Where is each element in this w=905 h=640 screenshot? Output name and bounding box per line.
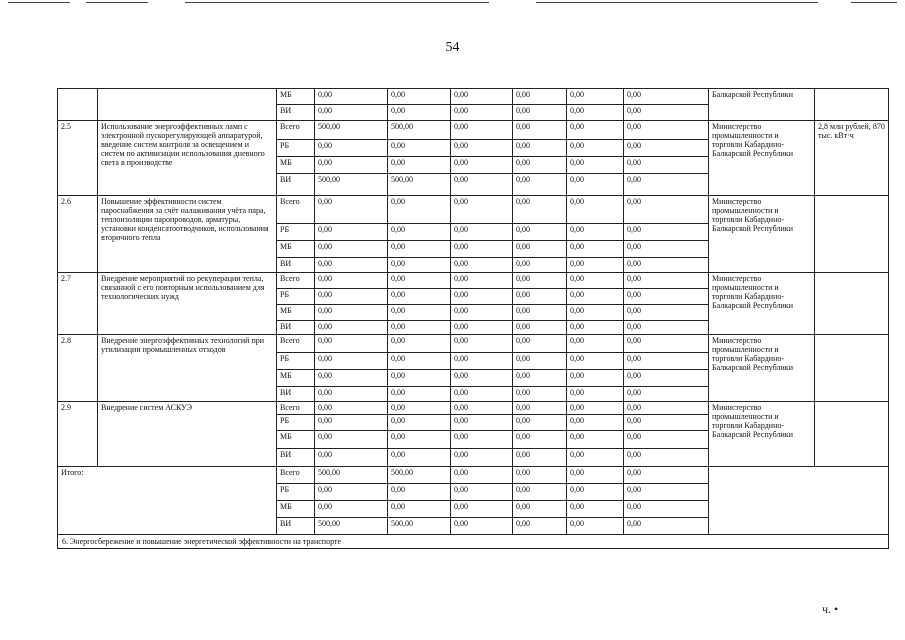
amount-cell: 0,00 — [315, 157, 388, 174]
top-rule-far-right — [851, 2, 897, 3]
amount-cell: 0,00 — [567, 196, 624, 224]
amount-cell: 0,00 — [451, 370, 513, 387]
amount-cell: 0,00 — [388, 431, 451, 449]
amount-cell: 0,00 — [315, 335, 388, 353]
amount-cell: 0,00 — [388, 89, 451, 105]
table-row — [58, 467, 889, 484]
amount-cell: 0,00 — [388, 484, 451, 501]
amount-cell: 0,00 — [513, 89, 567, 105]
amount-cell: 0,00 — [624, 415, 709, 431]
amount-cell: 0,00 — [567, 467, 624, 484]
effect-cell — [815, 335, 889, 402]
item-number: 2.7 — [58, 273, 98, 335]
amount-cell: 0,00 — [567, 518, 624, 535]
amount-cell: 0,00 — [388, 305, 451, 321]
amount-cell: 0,00 — [388, 335, 451, 353]
amount-cell: 0,00 — [315, 402, 388, 415]
amount-cell: 0,00 — [567, 305, 624, 321]
item-number: 2.5 — [58, 121, 98, 196]
amount-cell: 0,00 — [624, 387, 709, 402]
amount-cell: 0,00 — [513, 335, 567, 353]
amount-cell: 0,00 — [624, 105, 709, 121]
item-title: Внедрение систем АСКУЭ — [98, 402, 277, 467]
amount-cell: 0,00 — [315, 105, 388, 121]
amount-cell: 0,00 — [624, 335, 709, 353]
total-label: Итого: — [58, 467, 277, 535]
amount-cell: 0,00 — [388, 289, 451, 305]
amount-cell: 0,00 — [567, 258, 624, 273]
item-number: 2.8 — [58, 335, 98, 402]
item-number — [58, 89, 98, 121]
funding-source: РБ — [277, 289, 315, 305]
funding-source: РБ — [277, 484, 315, 501]
item-number: 2.6 — [58, 196, 98, 273]
amount-cell: 0,00 — [451, 518, 513, 535]
amount-cell: 0,00 — [315, 431, 388, 449]
amount-cell: 0,00 — [451, 196, 513, 224]
amount-cell: 0,00 — [624, 501, 709, 518]
effect-cell — [815, 196, 889, 273]
amount-cell: 500,00 — [315, 121, 388, 140]
amount-cell: 0,00 — [567, 501, 624, 518]
amount-cell: 0,00 — [567, 402, 624, 415]
amount-cell: 500,00 — [388, 121, 451, 140]
amount-cell: 0,00 — [451, 105, 513, 121]
effect-cell: 2,8 млн рублей, 870 тыс. кВт·ч — [815, 121, 889, 196]
amount-cell: 0,00 — [624, 353, 709, 370]
amount-cell: 0,00 — [624, 289, 709, 305]
amount-cell: 0,00 — [388, 415, 451, 431]
item-title: Внедрение энергоэффективных технологий при утилизации промышленных отходов — [98, 335, 277, 402]
top-rule-center — [185, 2, 489, 3]
funding-source: ВИ — [277, 449, 315, 467]
stamp-marks: ч. • — [822, 602, 839, 616]
amount-cell: 0,00 — [315, 370, 388, 387]
amount-cell: 0,00 — [451, 501, 513, 518]
amount-cell: 0,00 — [451, 140, 513, 157]
executor-cell: Министерство промышленности и торговли Кабардино-Балкарской Республики — [709, 402, 815, 467]
amount-cell: 0,00 — [567, 140, 624, 157]
item-title: Внедрение мероприятий по рекуперации тепла, связанной с его повторным использованием для технологических нужд — [98, 273, 277, 335]
amount-cell: 0,00 — [451, 353, 513, 370]
amount-cell: 0,00 — [315, 273, 388, 289]
top-rule-mid — [86, 2, 148, 3]
amount-cell: 0,00 — [567, 273, 624, 289]
amount-cell: 0,00 — [567, 431, 624, 449]
amount-cell: 0,00 — [451, 258, 513, 273]
amount-cell: 0,00 — [513, 273, 567, 289]
amount-cell: 0,00 — [388, 387, 451, 402]
amount-cell: 0,00 — [388, 140, 451, 157]
amount-cell: 0,00 — [624, 258, 709, 273]
item-title — [98, 89, 277, 121]
amount-cell: 500,00 — [388, 518, 451, 535]
amount-cell: 0,00 — [451, 289, 513, 305]
amount-cell: 0,00 — [567, 224, 624, 241]
amount-cell: 0,00 — [513, 121, 567, 140]
funding-source: ВИ — [277, 321, 315, 335]
amount-cell: 0,00 — [315, 224, 388, 241]
amount-cell: 0,00 — [315, 387, 388, 402]
funding-source: ВИ — [277, 518, 315, 535]
amount-cell: 0,00 — [624, 174, 709, 196]
amount-cell: 0,00 — [513, 501, 567, 518]
amount-cell: 0,00 — [388, 258, 451, 273]
table-row — [58, 121, 889, 140]
amount-cell: 0,00 — [513, 484, 567, 501]
funding-source: МБ — [277, 305, 315, 321]
amount-cell: 0,00 — [451, 121, 513, 140]
amount-cell: 0,00 — [624, 241, 709, 258]
table-row — [58, 89, 889, 105]
top-rule-right — [536, 2, 818, 3]
amount-cell: 0,00 — [513, 140, 567, 157]
amount-cell: 0,00 — [451, 387, 513, 402]
amount-cell: 0,00 — [567, 370, 624, 387]
section-heading: 6. Энергосбережение и повышение энергетической эффективности на транспорте — [58, 535, 889, 549]
funding-source: МБ — [277, 89, 315, 105]
amount-cell: 0,00 — [513, 321, 567, 335]
amount-cell: 0,00 — [567, 121, 624, 140]
amount-cell: 0,00 — [567, 335, 624, 353]
amount-cell: 0,00 — [624, 449, 709, 467]
funding-source: Всего — [277, 467, 315, 484]
amount-cell: 500,00 — [388, 467, 451, 484]
table-row — [58, 402, 889, 415]
amount-cell: 500,00 — [315, 467, 388, 484]
amount-cell: 0,00 — [513, 431, 567, 449]
amount-cell: 0,00 — [451, 335, 513, 353]
amount-cell: 0,00 — [315, 321, 388, 335]
program-table — [57, 88, 889, 549]
funding-source: РБ — [277, 353, 315, 370]
funding-source: Всего — [277, 273, 315, 289]
amount-cell: 0,00 — [567, 157, 624, 174]
effect-cell — [815, 273, 889, 335]
amount-cell: 0,00 — [624, 224, 709, 241]
amount-cell: 0,00 — [624, 89, 709, 105]
amount-cell: 0,00 — [388, 501, 451, 518]
table-row — [58, 273, 889, 289]
page-number: 54 — [445, 40, 460, 55]
amount-cell: 0,00 — [451, 89, 513, 105]
funding-source: Всего — [277, 121, 315, 140]
amount-cell: 0,00 — [567, 174, 624, 196]
executor-cell: Министерство промышленности и торговли Кабардино-Балкарской Республики — [709, 121, 815, 196]
amount-cell: 0,00 — [624, 402, 709, 415]
amount-cell: 0,00 — [567, 484, 624, 501]
amount-cell: 0,00 — [388, 402, 451, 415]
amount-cell: 0,00 — [315, 258, 388, 273]
executor-cell: Министерство промышленности и торговли Кабардино-Балкарской Республики — [709, 196, 815, 273]
amount-cell: 0,00 — [315, 501, 388, 518]
amount-cell: 0,00 — [513, 402, 567, 415]
amount-cell: 0,00 — [315, 241, 388, 258]
amount-cell: 0,00 — [513, 415, 567, 431]
total-blank — [709, 467, 889, 535]
amount-cell: 0,00 — [388, 105, 451, 121]
amount-cell: 0,00 — [315, 415, 388, 431]
amount-cell: 0,00 — [388, 241, 451, 258]
funding-source: МБ — [277, 431, 315, 449]
amount-cell: 0,00 — [388, 196, 451, 224]
amount-cell: 0,00 — [451, 484, 513, 501]
funding-source: МБ — [277, 241, 315, 258]
amount-cell: 0,00 — [624, 484, 709, 501]
amount-cell: 0,00 — [315, 449, 388, 467]
amount-cell: 500,00 — [315, 174, 388, 196]
amount-cell: 0,00 — [451, 449, 513, 467]
amount-cell: 0,00 — [567, 449, 624, 467]
amount-cell: 0,00 — [567, 353, 624, 370]
amount-cell: 0,00 — [513, 289, 567, 305]
funding-source: Всего — [277, 196, 315, 224]
amount-cell: 0,00 — [388, 370, 451, 387]
amount-cell: 0,00 — [513, 467, 567, 484]
amount-cell: 0,00 — [315, 353, 388, 370]
funding-source: Всего — [277, 335, 315, 353]
amount-cell: 0,00 — [513, 305, 567, 321]
amount-cell: 0,00 — [513, 224, 567, 241]
amount-cell: 0,00 — [388, 449, 451, 467]
amount-cell: 0,00 — [624, 196, 709, 224]
item-number: 2.9 — [58, 402, 98, 467]
amount-cell: 0,00 — [624, 321, 709, 335]
funding-source: ВИ — [277, 258, 315, 273]
amount-cell: 0,00 — [451, 467, 513, 484]
amount-cell: 0,00 — [624, 370, 709, 387]
amount-cell: 0,00 — [513, 174, 567, 196]
amount-cell: 0,00 — [388, 353, 451, 370]
item-title: Повышение эффективности систем пароснабжения за счёт налаживания учёта пара, теплоизоляции паропроводов, арматуры, установки конденсатоотводчиков, использования вторичного тепла — [98, 196, 277, 273]
amount-cell: 0,00 — [451, 305, 513, 321]
effect-cell — [815, 402, 889, 467]
executor-cell: Министерство промышленности и торговли Кабардино-Балкарской Республики — [709, 273, 815, 335]
amount-cell: 0,00 — [513, 518, 567, 535]
table-row — [58, 535, 889, 549]
funding-source: РБ — [277, 140, 315, 157]
amount-cell: 0,00 — [513, 258, 567, 273]
amount-cell: 0,00 — [451, 431, 513, 449]
table-row — [58, 335, 889, 353]
funding-source: РБ — [277, 415, 315, 431]
amount-cell: 0,00 — [315, 484, 388, 501]
amount-cell: 0,00 — [624, 467, 709, 484]
amount-cell: 0,00 — [567, 415, 624, 431]
amount-cell: 500,00 — [315, 518, 388, 535]
funding-source: МБ — [277, 370, 315, 387]
amount-cell: 0,00 — [513, 353, 567, 370]
funding-source: Всего — [277, 402, 315, 415]
amount-cell: 0,00 — [513, 370, 567, 387]
funding-source: МБ — [277, 501, 315, 518]
executor-cell: Министерство промышленности и торговли Кабардино-Балкарской Республики — [709, 335, 815, 402]
amount-cell: 0,00 — [513, 387, 567, 402]
funding-source: ВИ — [277, 174, 315, 196]
amount-cell: 0,00 — [567, 89, 624, 105]
amount-cell: 0,00 — [567, 387, 624, 402]
table-row — [58, 196, 889, 224]
amount-cell: 0,00 — [567, 105, 624, 121]
amount-cell: 0,00 — [513, 105, 567, 121]
amount-cell: 0,00 — [388, 273, 451, 289]
amount-cell: 0,00 — [513, 196, 567, 224]
amount-cell: 0,00 — [451, 174, 513, 196]
effect-cell — [815, 89, 889, 121]
amount-cell: 0,00 — [567, 289, 624, 305]
amount-cell: 0,00 — [624, 305, 709, 321]
amount-cell: 0,00 — [451, 157, 513, 174]
amount-cell: 0,00 — [388, 321, 451, 335]
amount-cell: 0,00 — [624, 273, 709, 289]
amount-cell: 0,00 — [451, 241, 513, 258]
amount-cell: 0,00 — [624, 121, 709, 140]
amount-cell: 0,00 — [624, 157, 709, 174]
amount-cell: 0,00 — [451, 224, 513, 241]
amount-cell: 0,00 — [315, 196, 388, 224]
amount-cell: 0,00 — [451, 273, 513, 289]
amount-cell: 500,00 — [388, 174, 451, 196]
amount-cell: 0,00 — [513, 157, 567, 174]
executor-cell: Балкарской Республики — [709, 89, 815, 121]
funding-source: ВИ — [277, 105, 315, 121]
amount-cell: 0,00 — [315, 305, 388, 321]
amount-cell: 0,00 — [315, 89, 388, 105]
amount-cell: 0,00 — [451, 415, 513, 431]
amount-cell: 0,00 — [513, 241, 567, 258]
amount-cell: 0,00 — [567, 241, 624, 258]
amount-cell: 0,00 — [315, 140, 388, 157]
item-title: Использование энергоэффективных ламп с электронной пускорегулирующей аппаратурой, введение систем контроля за освещением и систем по активизации использования дневного света в производстве — [98, 121, 277, 196]
top-rule-left — [8, 2, 70, 3]
funding-source: МБ — [277, 157, 315, 174]
amount-cell: 0,00 — [567, 321, 624, 335]
amount-cell: 0,00 — [388, 157, 451, 174]
amount-cell: 0,00 — [388, 224, 451, 241]
funding-source: ВИ — [277, 387, 315, 402]
amount-cell: 0,00 — [624, 518, 709, 535]
funding-source: РБ — [277, 224, 315, 241]
amount-cell: 0,00 — [315, 289, 388, 305]
amount-cell: 0,00 — [451, 321, 513, 335]
amount-cell: 0,00 — [451, 402, 513, 415]
amount-cell: 0,00 — [624, 431, 709, 449]
amount-cell: 0,00 — [624, 140, 709, 157]
amount-cell: 0,00 — [513, 449, 567, 467]
